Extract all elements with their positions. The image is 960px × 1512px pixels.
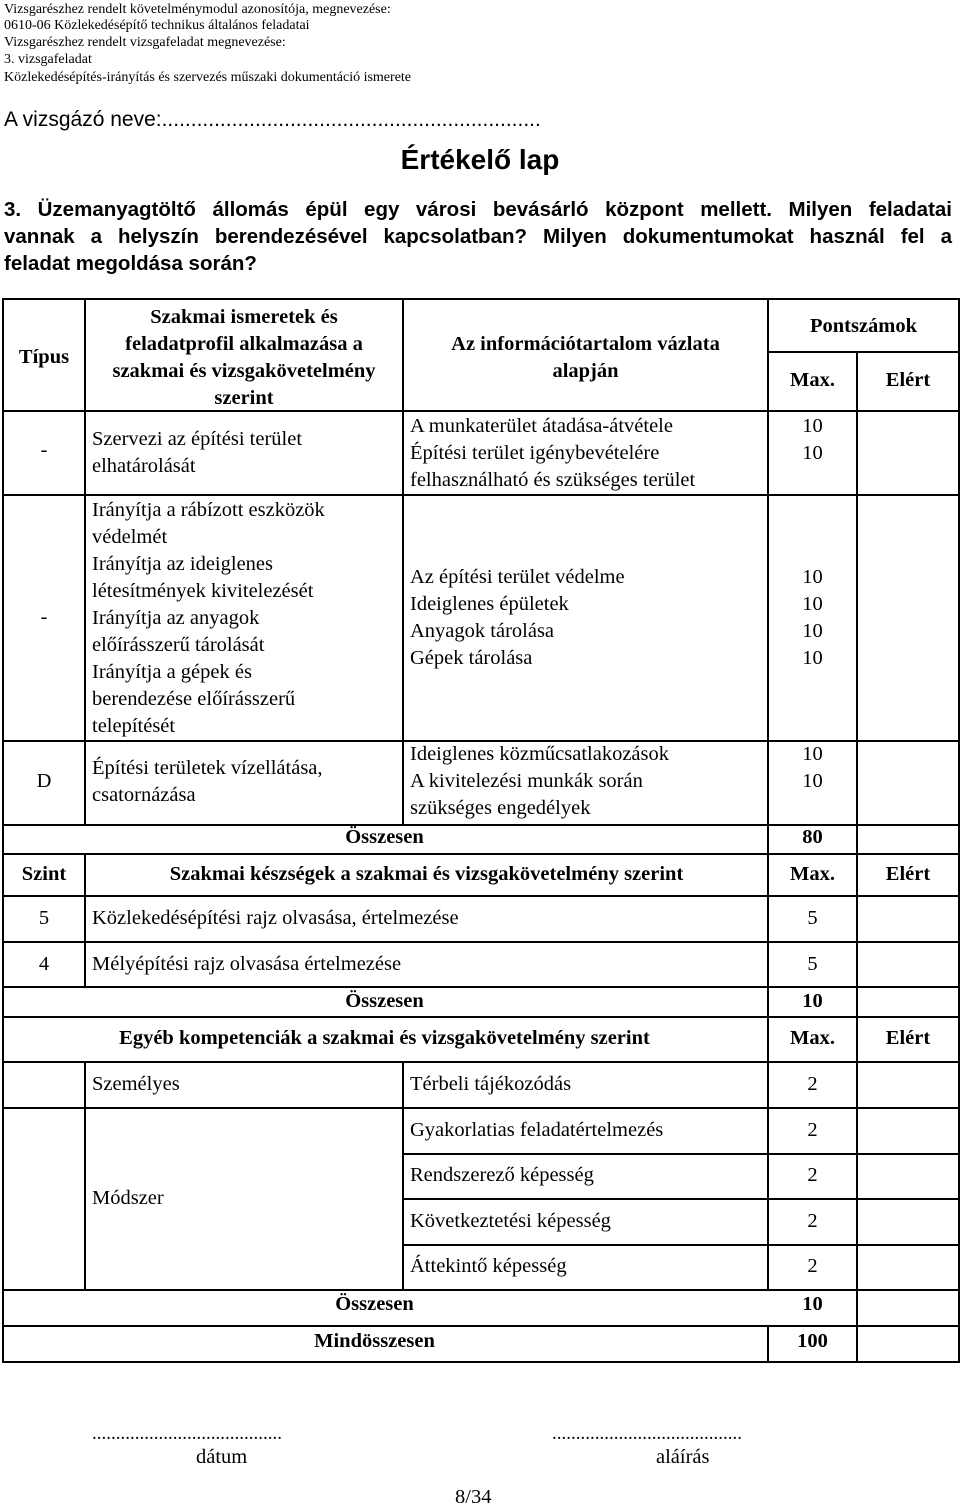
total1-value: 80 xyxy=(802,826,823,848)
comp-item-max: 2 xyxy=(807,1073,818,1095)
col-header-elert: Elért xyxy=(885,369,931,391)
row1-info: A munkaterület átadása-átvétele xyxy=(410,415,673,437)
date-signature-line: ........................................ xyxy=(92,1423,282,1444)
table-col-rule xyxy=(856,1016,858,1326)
col-header-szakmai-4: szerint xyxy=(214,387,274,409)
row2-max: 10 xyxy=(802,593,823,615)
header-line-5: Közlekedésépítés-irányítás és szervezés műszaki dokumentáció ismerete xyxy=(4,70,412,85)
row2-max: 10 xyxy=(802,566,823,588)
comp-header-elert: Elért xyxy=(885,1027,931,1049)
total2-label: Összesen xyxy=(345,990,424,1012)
col-header-szakmai-1: Szakmai ismeretek és xyxy=(150,306,338,328)
row3-skill: csatornázása xyxy=(92,784,196,806)
col-header-info-1: Az információtartalom vázlata xyxy=(451,333,720,355)
table-rule xyxy=(767,351,960,353)
row3-max: 10 xyxy=(802,743,823,765)
row2-skill: telepítését xyxy=(92,715,176,737)
row2-info: Anyagok tárolása xyxy=(410,620,555,642)
col-header-szakmai-2: feladatprofil alkalmazása a xyxy=(125,333,363,355)
table-rule xyxy=(402,1198,960,1200)
table-rule xyxy=(2,895,960,897)
table-col-rule xyxy=(402,1061,404,1290)
row2-skill: védelmét xyxy=(92,526,168,548)
row1-skill: Szervezi az építési terület xyxy=(92,428,303,450)
table-rule xyxy=(2,853,960,855)
total3-label: Összesen xyxy=(335,1293,414,1315)
date-label: dátum xyxy=(196,1446,248,1468)
table-rule xyxy=(2,941,960,943)
task-line-3: feladat megoldása során? xyxy=(4,252,257,275)
row2-max: 10 xyxy=(802,647,823,669)
comp-item-max: 2 xyxy=(807,1210,818,1232)
row1-max: 10 xyxy=(802,442,823,464)
col-header-tipus: Típus xyxy=(18,346,70,368)
comp-item-max: 2 xyxy=(807,1119,818,1141)
col-header-info-2: alapján xyxy=(552,360,619,382)
page-number: 8/34 xyxy=(455,1486,492,1508)
skills-header-label: Szakmai készségek a szakmai és vizsgakövetelmény szerint xyxy=(169,863,684,885)
skills-header-szint: Szint xyxy=(21,863,67,885)
comp-item-label: Gyakorlatias feladatértelmezés xyxy=(410,1119,664,1141)
row2-skill: Irányítja az anyagok xyxy=(92,607,260,629)
skills-header-elert: Elért xyxy=(885,863,931,885)
table-rule xyxy=(2,1061,960,1063)
header-line-2: 0610-06 Közlekedésépítő technikus általános feladatai xyxy=(4,18,310,33)
row2-info: Gépek tárolása xyxy=(410,647,533,669)
row2-skill: Irányítja az ideiglenes xyxy=(92,553,273,575)
row2-skill: Irányítja a gépek és xyxy=(92,661,252,683)
table-col-rule xyxy=(856,351,858,825)
signature-label: aláírás xyxy=(656,1446,710,1468)
skill-max: 5 xyxy=(807,907,818,929)
row2-max: 10 xyxy=(802,620,823,642)
table-col-rule xyxy=(767,1016,769,1290)
skill-label: Közlekedésépítési rajz olvasása, értelmezése xyxy=(92,907,459,929)
skills-header-max: Max. xyxy=(790,863,835,885)
table-rule xyxy=(2,1016,960,1018)
row2-skill: létesítmények kivitelezését xyxy=(92,580,314,602)
table-border-top xyxy=(2,298,960,300)
skill-label: Mélyépítési rajz olvasása értelmezése xyxy=(92,953,402,975)
grand-total-label: Mindösszesen xyxy=(314,1330,435,1352)
row3-skill: Építési területek vízellátása, xyxy=(92,757,323,779)
col-header-max: Max. xyxy=(790,369,835,391)
row3-info: A kivitelezési munkák során xyxy=(410,770,643,792)
signature-line: ........................................ xyxy=(552,1423,742,1444)
row1-skill: elhatárolását xyxy=(92,455,196,477)
row3-info: Ideiglenes közműcsatlakozások xyxy=(410,743,670,765)
table-rule xyxy=(2,1107,960,1109)
table-rule xyxy=(402,1153,960,1155)
col-header-szakmai-3: szakmai és vizsgakövetelmény xyxy=(112,360,376,382)
table-col-rule xyxy=(856,824,858,854)
header-line-3: Vizsgarészhez rendelt vizsgafeladat megnevezése: xyxy=(4,35,286,50)
comp-personal-category: Személyes xyxy=(92,1073,180,1095)
row3-type: D xyxy=(36,770,52,792)
comp-item-label: Következtetési képesség xyxy=(410,1210,611,1232)
table-border-bottom xyxy=(2,1361,960,1363)
row2-skill: előírásszerű tárolását xyxy=(92,634,265,656)
row3-max: 10 xyxy=(802,770,823,792)
table-rule xyxy=(2,494,960,496)
skill-level: 5 xyxy=(38,907,50,929)
comp-header-label: Egyéb kompetenciák a szakmai és vizsgakövetelmény szerint xyxy=(119,1027,650,1049)
comp-method-category: Módszer xyxy=(92,1187,164,1209)
col-header-pontszamok: Pontszámok xyxy=(809,315,918,337)
row2-skill: berendezése előírásszerű xyxy=(92,688,296,710)
row1-type: - xyxy=(40,439,48,461)
comp-item-max: 2 xyxy=(807,1164,818,1186)
header-line-4: 3. vizsgafeladat xyxy=(4,52,92,67)
comp-item-max: 2 xyxy=(807,1255,818,1277)
comp-item-label: Térbeli tájékozódás xyxy=(410,1073,572,1095)
row1-info: Építési terület igénybevételére xyxy=(410,442,660,464)
skill-max: 5 xyxy=(807,953,818,975)
total2-value: 10 xyxy=(802,990,823,1012)
task-line-2: vannak a helyszín berendezésével kapcsolatban? Milyen dokumentumokat használ fel a xyxy=(4,225,952,248)
row1-info: felhasználható és szükséges terület xyxy=(410,469,696,491)
grand-total-value: 100 xyxy=(797,1330,828,1352)
total3-value: 10 xyxy=(802,1293,823,1315)
row3-info: szükséges engedélyek xyxy=(410,797,591,819)
table-rule xyxy=(402,1244,960,1246)
row2-info: Ideiglenes épületek xyxy=(410,593,569,615)
skill-level: 4 xyxy=(38,953,50,975)
row2-info: Az építési terület védelme xyxy=(410,566,625,588)
row2-type: - xyxy=(40,606,48,628)
header-line-1: Vizsgarészhez rendelt követelménymodul azonosítója, megnevezése: xyxy=(4,2,391,17)
comp-item-label: Áttekintő képesség xyxy=(410,1255,567,1277)
comp-header-max: Max. xyxy=(790,1027,835,1049)
table-rule xyxy=(2,1325,960,1327)
table-col-rule xyxy=(84,1061,86,1290)
page-title: Értékelő lap xyxy=(400,144,560,175)
candidate-name-line: A vizsgázó neve:................................................................. xyxy=(4,108,541,131)
row2-skill: Irányítja a rábízott eszközök xyxy=(92,499,325,521)
task-line-1: 3. Üzemanyagtöltő állomás épül egy városi bevásárló központ mellett. Milyen feladatai xyxy=(4,198,952,221)
total1-label: Összesen xyxy=(345,826,424,848)
comp-item-label: Rendszerező képesség xyxy=(410,1164,594,1186)
row1-max: 10 xyxy=(802,415,823,437)
table-col-rule xyxy=(856,1325,858,1362)
